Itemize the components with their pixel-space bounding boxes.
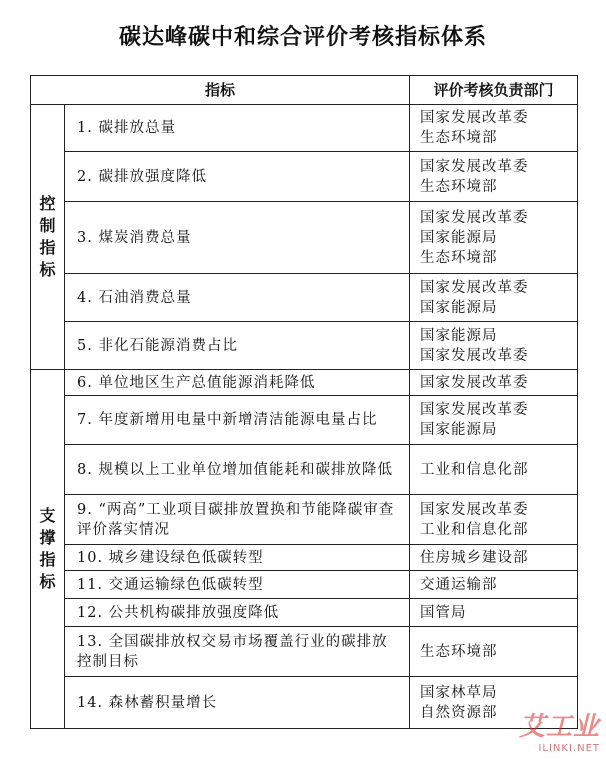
table-header-row xyxy=(31,76,578,105)
department-cell: 国家发展改革委 xyxy=(410,370,578,396)
department-cell: 国家发展改革委 生态环境部 xyxy=(410,152,578,202)
indicator-cell: 9. “两高”工业项目碳排放置换和节能降碳审查评价落实情况 xyxy=(65,495,410,545)
department-cell: 国家能源局 国家发展改革委 xyxy=(410,322,578,370)
category-control xyxy=(31,105,65,370)
table-row xyxy=(31,370,578,396)
department-cell: 国家发展改革委 国家能源局 生态环境部 xyxy=(410,202,578,274)
indicator-cell: 7. 年度新增用电量中新增清洁能源电量占比 xyxy=(65,396,410,445)
table-row xyxy=(31,599,578,627)
table-row xyxy=(31,105,578,152)
table-row xyxy=(31,495,578,545)
watermark-logo: 艾工业 xyxy=(518,712,600,742)
department-cell: 生态环境部 xyxy=(410,627,578,677)
category-support xyxy=(31,370,65,729)
department-cell: 国家发展改革委 国家能源局 xyxy=(410,274,578,322)
indicator-cell: 14. 森林蓄积量增长 xyxy=(65,677,410,729)
indicator-cell: 3. 煤炭消费总量 xyxy=(65,202,410,274)
indicator-cell: 8. 规模以上工业单位增加值能耗和碳排放降低 xyxy=(65,445,410,495)
indicator-table xyxy=(30,75,578,729)
indicator-cell: 12. 公共机构碳排放强度降低 xyxy=(65,599,410,627)
department-cell: 国家发展改革委 国家能源局 xyxy=(410,396,578,445)
table-row xyxy=(31,202,578,274)
indicator-cell: 13. 全国碳排放权交易市场覆盖行业的碳排放控制目标 xyxy=(65,627,410,677)
indicator-cell: 10. 城乡建设绿色低碳转型 xyxy=(65,545,410,571)
category-label: 支撑指标 xyxy=(39,506,56,591)
indicator-cell: 2. 碳排放强度降低 xyxy=(65,152,410,202)
table-row xyxy=(31,571,578,599)
indicator-cell: 6. 单位地区生产总值能源消耗降低 xyxy=(65,370,410,396)
table-row xyxy=(31,445,578,495)
header-indicator: 指标 xyxy=(31,76,410,105)
department-cell: 国管局 xyxy=(410,599,578,627)
indicator-cell: 1. 碳排放总量 xyxy=(65,105,410,152)
watermark xyxy=(519,706,600,754)
department-cell: 交通运输部 xyxy=(410,571,578,599)
department-cell: 住房城乡建设部 xyxy=(410,545,578,571)
table-row xyxy=(31,396,578,445)
table-row xyxy=(31,322,578,370)
table-row xyxy=(31,545,578,571)
header-department: 评价考核负责部门 xyxy=(410,76,578,105)
indicator-cell: 5. 非化石能源消费占比 xyxy=(65,322,410,370)
table-row xyxy=(31,677,578,729)
department-cell: 工业和信息化部 xyxy=(410,445,578,495)
department-cell: 国家林草局 自然资源部 xyxy=(410,677,578,729)
department-cell: 国家发展改革委 生态环境部 xyxy=(410,105,578,152)
department-cell: 国家发展改革委 工业和信息化部 xyxy=(410,495,578,545)
page-title: 碳达峰碳中和综合评价考核指标体系 xyxy=(118,25,487,50)
table-row xyxy=(31,152,578,202)
watermark-url: ILINKI.NET xyxy=(538,743,600,754)
category-label: 控制指标 xyxy=(39,194,56,279)
table-row xyxy=(31,274,578,322)
indicator-cell: 11. 交通运输绿色低碳转型 xyxy=(65,571,410,599)
table-row xyxy=(31,627,578,677)
indicator-cell: 4. 石油消费总量 xyxy=(65,274,410,322)
